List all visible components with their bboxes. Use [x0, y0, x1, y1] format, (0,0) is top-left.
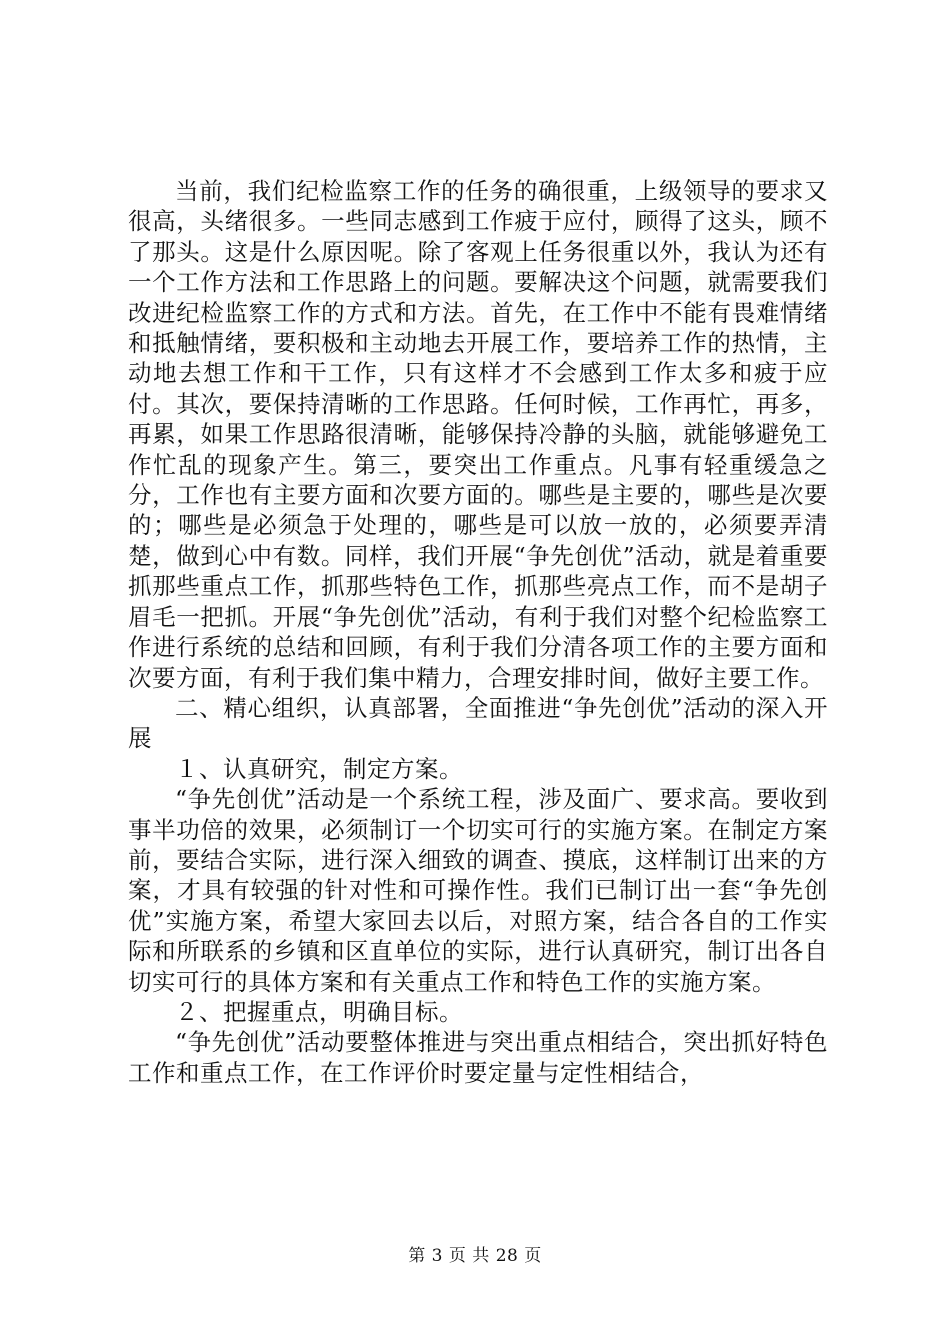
subheading-research-plan: １、认真研究，制定方案。 [175, 754, 463, 783]
paragraph-implementation-plan: “争先创优”活动是一个系统工程，涉及面广、要求高。要收到事半功倍的效果，必须制订一个切实可行的实施方案。在制定方案前，要结合实际，进行深入细致的调查、摸底，这样制订出来的方案，才具有较强的针对性和可操作性。我们已制订出一套“争先创优”实施方案，希望大家回去以后，对照方案，结合各自的工作实际和所联系的乡镇和区直单位的实际，进行认真研究，制订出各自切实可行的具体方案和有关重点工作和特色工作的实施方案。 [128, 785, 828, 996]
paragraph-work-methods: 当前，我们纪检监察工作的任务的确很重，上级领导的要求又很高，头绪很多。一些同志感到工作疲于应付，顾得了这头，顾不了那头。这是什么原因呢。除了客观上任务很重以外，我认为还有一个工作方法和工作思路上的问题。要解决这个问题，就需要我们改进纪检监察工作的方式和方法。首先，在工作中不能有畏难情绪和抵触情绪，要积极和主动地去开展工作，要培养工作的热情，主动地去想工作和干工作，只有这样才不会感到工作太多和疲于应付。其次，要保持清晰的工作思路。任何时候，工作再忙，再多，再累，如果工作思路很清晰，能够保持冷静的头脑，就能够避免工作忙乱的现象产生。第三，要突出工作重点。凡事有轻重缓急之分，工作也有主要方面和次要方面的。哪些是主要的，哪些是次要的；哪些是必须急于处理的，哪些是可以放一放的，必须要弄清楚，做到心中有数。同样，我们开展“争先创优”活动，就是着重要抓那些重点工作，抓那些特色工作，抓那些亮点工作，而不是胡子眉毛一把抓。开展“争先创优”活动，有利于我们对整个纪检监察工作进行系统的总结和回顾，有利于我们分清各项工作的主要方面和次要方面，有利于我们集中精力，合理安排时间，做好主要工作。 [128, 177, 828, 692]
document-body [128, 176, 828, 1088]
paragraph-key-work: “争先创优”活动要整体推进与突出重点相结合，突出抓好特色工作和重点工作，在工作评价时要定量与定性相结合， [128, 1028, 828, 1087]
section-heading-two: 二、精心组织，认真部署，全面推进“争先创优”活动的深入开展 [128, 693, 828, 753]
page-footer: 第 3 页 共 28 页 [408, 1246, 542, 1266]
subheading-key-goals: ２、把握重点，明确目标。 [175, 997, 463, 1026]
